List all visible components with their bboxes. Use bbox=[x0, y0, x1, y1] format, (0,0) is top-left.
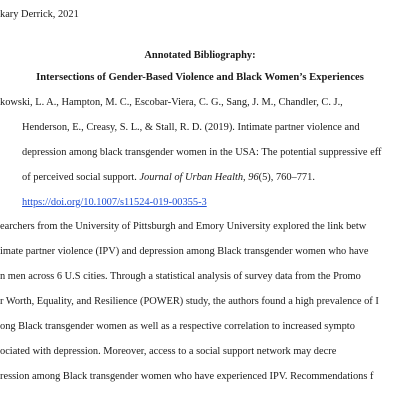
annotation-line-3: n men across 6 U.S cities. Through a statistical analysis of survey data from the Promo bbox=[0, 271, 361, 282]
annotation-line-5: ong Black transgender women as well as a respective correlation to increased sympto bbox=[0, 321, 355, 332]
citation-line-4 bbox=[22, 173, 315, 183]
annotation-line-2: imate partner violence (IPV) and depression among Black transgender women who have bbox=[0, 246, 369, 257]
journal-name: Journal of Urban Health, 96 bbox=[139, 172, 259, 183]
annotation-line-4: r Worth, Equality, and Resilience (POWER) study, the authors found a high prevalence of I bbox=[0, 296, 379, 307]
citation-line-3: depression among black transgender women in the USA: The potential suppressive eff bbox=[22, 147, 382, 158]
document-title: Annotated Bibliography: bbox=[144, 50, 256, 61]
annotation-line-7: ression among Black transgender women who have experienced IPV. Recommendations f bbox=[0, 371, 374, 382]
author-date: kary Derrick, 2021 bbox=[0, 9, 79, 20]
document-subtitle: Intersections of Gender-Based Violence and Black Women’s Experiences bbox=[36, 72, 364, 83]
citation-line-1: kowski, L. A., Hampton, M. C., Escobar-Viera, C. G., Sang, J. M., Chandler, C. J., bbox=[0, 97, 343, 108]
citation-text: of perceived social support. bbox=[22, 172, 140, 183]
annotation-line-6: ociated with depression. Moreover, access to a social support network may decre bbox=[0, 346, 337, 357]
citation-issue-pages: (5), 760–771. bbox=[258, 172, 315, 183]
citation-line-2: Henderson, E., Creasy, S. L., & Stall, R. D. (2019). Intimate partner violence and bbox=[22, 122, 360, 133]
annotation-line-1: earchers from the University of Pittsburgh and Emory University explored the link betw bbox=[0, 221, 367, 232]
doi-link[interactable]: https://doi.org/10.1007/s11524-019-00355-3 bbox=[22, 197, 207, 208]
